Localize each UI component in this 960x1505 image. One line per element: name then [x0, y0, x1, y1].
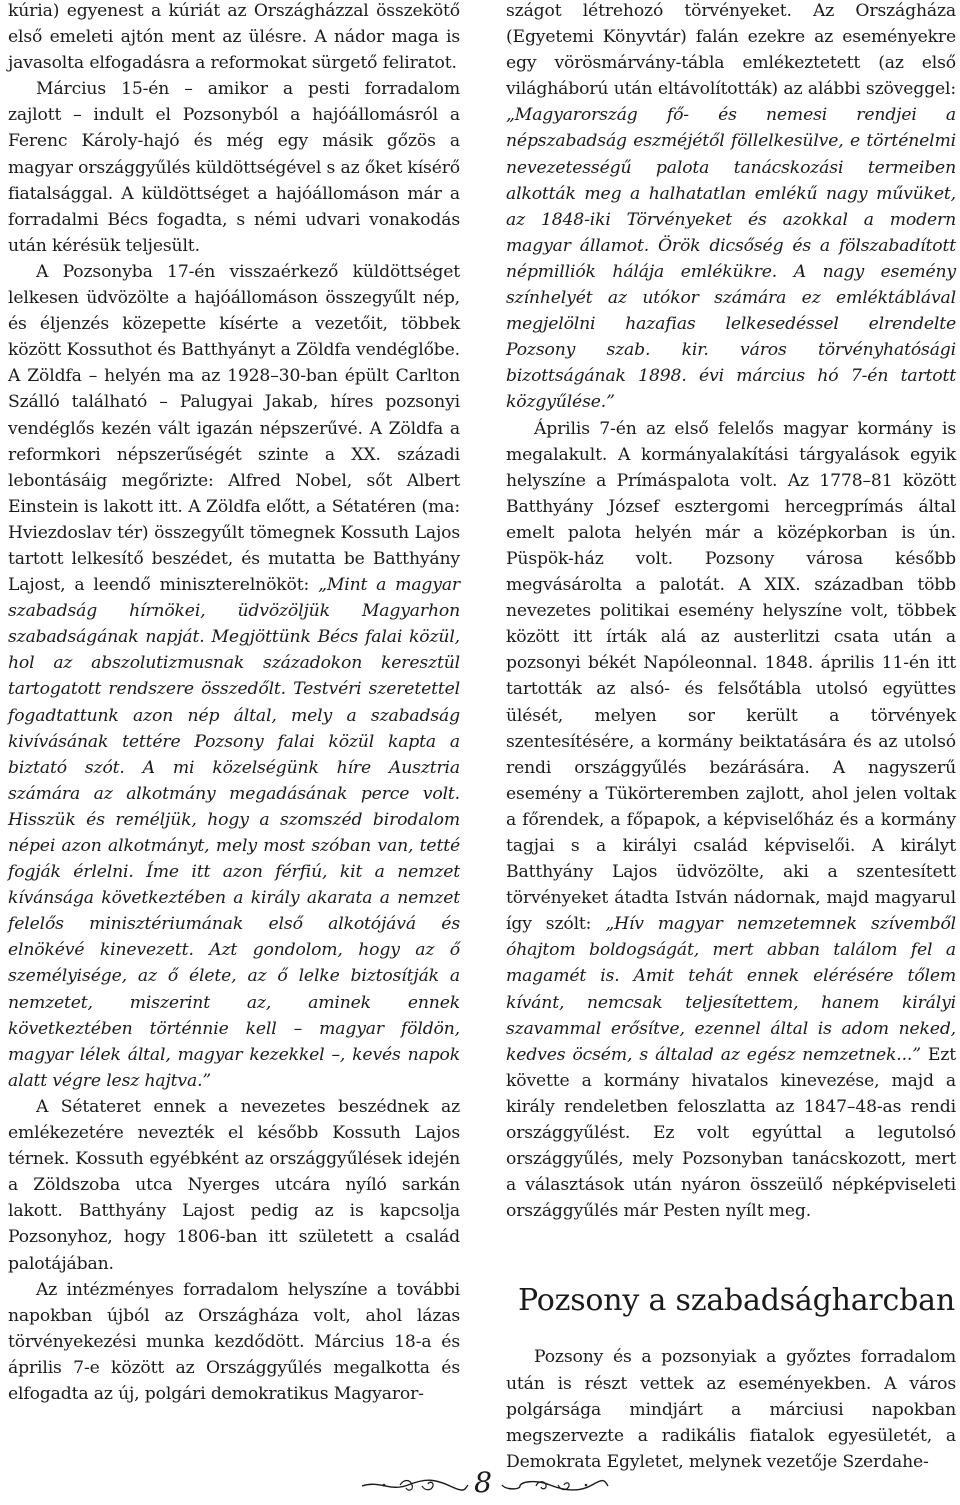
page-footer	[0, 1468, 960, 1502]
page-number: 8	[474, 1466, 492, 1499]
paragraph	[506, 416, 956, 1225]
paragraph-text: szágot létrehozó törvényeket. Az Országháza (Egyetemi Könyvtár) falán ezekre az eseményekre egy vörösmárvány-tábla emlékeztetett (az első világháború után eltávolították) az alábbi szöveggel:	[506, 1, 956, 100]
flourish-left-icon	[360, 1476, 470, 1494]
paragraph-text: Április 7-én az első felelős magyar kormány is megalakult. A kormányalakítási tárgyalások egyik helyszíne a Prímáspalota volt. Az 1778–81 között Batthyány József esztergomi hercegprímás által emelt palota helyén már a középkorban is ún. Püspök-ház volt. Pozsony városa később megvásárolta a palotát. A XIX. században több nevezetes politikai esemény helyszíne volt, többek között itt írták alá az austerlitzi csata után a pozsonyi békét Napóleonnal. 1848. április 11-én itt tartották az alsó- és felsőtábla utolsó együttes ülését, melyen sor került a törvények szentesítésére, a kormány beiktatására és az utolsó rendi országgyűlés bezárására. A nagyszerű esemény a Tükörteremben zajlott, ahol jelen voltak a főrendek, a főpapok, a képviselőház és a kormány tagjai s a királyi család képviselői. A királyt Batthyány Lajos üdvözölte, aki a szentesített törvényeket átadta István nádornak, majd magyarul így szólt:	[506, 418, 956, 935]
section-heading: Pozsony a szabadságharcban	[518, 1283, 955, 1319]
paragraph: Március 15-én – amikor a pesti forradalom zajlott – indult el Pozsonyból a hajóállomásról a Ferenc Károly-hajó és még egy másik gőzös a magyar országgyűlés küldöttségével s az őket kísérő fiatalsággal. A küldöttséget a hajóállomáson már a forradalmi Bécs fogadta, s némi udvari vonakodás után kérésük teljesült.	[8, 79, 460, 256]
plaque-quote: „Magyarország fő- és nemesi rendjei a népszabadság eszméjétől föllelkesülve, e történelmi nevezetességű palota tanácskozási termeiben alkották meg a halhatatlan emlékű nagy művüket, az 1848-iki Törvényeket és azokkal a modern magyar államot. Örök dicsőség és a fölszabadított népmilliók hálája emlékükre. A nagy esemény színhelyét az utókor számára ez emléktáblával megjelölni hazafias lelkesedéssel elrendelte Pozsony szab. kir. város törvényhatósági bizottságának 1898. évi március hó 7-én tartott közgyűlése.”	[506, 105, 956, 413]
paragraph-text: Ezt követte a kormány hivatalos kinevezése, majd a király rendeletben feloszlatta az 1847–48-as rendi országgyűlést. Ez volt egyúttal a legutolsó országgyűlés, mely Pozsonyban tanácskozott, mert a választások után nyáron összeülő népképviseleti országgyűlés már Pesten nyílt meg.	[506, 1044, 956, 1222]
speech-quote: „Mint a magyar szabadság hírnökei, üdvözöljük Magyarhon szabadságának napját. Megjöttünk Bécs falai közül, hol az abszolutizmusnak századokon keresztül tartogatott rendszere összedőlt. Testvéri szeretettel fogadtattunk azon nép által, mely a szabadság kivívásának tettére Pozsony falai közül kapta a biztató szót. A mi közelségünk híre Ausztria számára az alkotmány megadásának perce volt. Hisszük és reméljük, hogy a szomszéd birodalom népei azon alkotmányt, mely most szóban van, tetté fogják érlelni. Íme itt azon férfiú, kit a nemzet kívánsága következtében a király akarata a nemzet felelős minisztériumának első alkotójává és elnökévé kinevezett. Azt gondolom, hogy az ő személyisége, az ő élete, az ő lelke biztosítják a nemzetet, miszerint az, aminek ennek következtében történnie kell – magyar földön, magyar lélek által, magyar kezekkel –, kevés napok alatt végre lesz hajtva.”	[8, 575, 460, 1091]
paragraph	[506, 0, 956, 416]
paragraph: kúria) egyenest a kúriát az Országházzal összekötő első emeleti ajtón ment az ülésre. A nádor maga is javasolta elfogadásra a reformokat sürgető feliratot.	[8, 1, 460, 74]
paragraph: A Sétateret ennek a nevezetes beszédnek az emlékezetére nevezték el később Kossuth Lajos térnek. Kossuth egyébként az országgyűlések idején a Zöldszoba utca Nyerges utcára nyíló sarkán lakott. Batthyány Lajost pedig az is kapcsolja Pozsonyhoz, hogy 1806-ban itt született a család palotájában.	[8, 1096, 460, 1274]
flourish-right-icon	[500, 1476, 610, 1494]
left-text-column	[8, 0, 460, 1407]
paragraph: Az intézményes forradalom helyszíne a további napokban újból az Országháza volt, ahol lázas törvényekezési munka kezdődött. Március 18-a és április 7-e között az Országgyűlés megalkotta és elfogadta az új, polgári demokratikus Magyaror-	[8, 1279, 460, 1404]
paragraph-text: A Pozsonyba 17-én visszaérkező küldöttséget lelkesen üdvözölte a hajóállomáson összegyűlt nép, és éljenzés közepette kísérte a vezetőit, többek között Kossuthot és Batthyányt a Zöldfa vendéglőbe. A Zöldfa – helyén ma az 1928–30-ban épült Carlton Szálló található – Palugyai Jakab, híres pozsonyi vendéglős kezén vált igazán népszerűvé. A Zöldfa a reformkori népszerűségét szinte a XX. századi lebontásáig megőrizte: Alfred Nobel, sőt Albert Einstein is lakott itt. A Zöldfa előtt, a Sétatéren (ma: Hviezdoslav tér) összegyűlt tömegnek Kossuth Lajos tartott lelkesítő beszédet, és mutatta be Batthyány Lajost, a leendő miniszterelnököt:	[8, 261, 460, 596]
paragraph	[8, 259, 460, 1094]
king-quote: „Hív magyar nemzetemnek szívemből óhajtom boldogságát, mert abban találom fel a magamét is. Amit tehát ennek elérésére tőlem kívánt, nemcsak teljesítettem, hanem királyi szavammal erősítve, ezennel által is adom neked, kedves öcsém, s általad az egész nemzetnek...”	[506, 914, 956, 1065]
right-text-column	[506, 0, 956, 1475]
paragraph: Pozsony és a pozsonyiak a győztes forradalom után is részt vettek az eseményekben. A város polgársága mindjárt a márciusi napokban megszervezte a radikális fiatalok egyesületét, a Demokrata Egyletet, melynek vezetője Szerdahe-	[506, 1347, 956, 1472]
